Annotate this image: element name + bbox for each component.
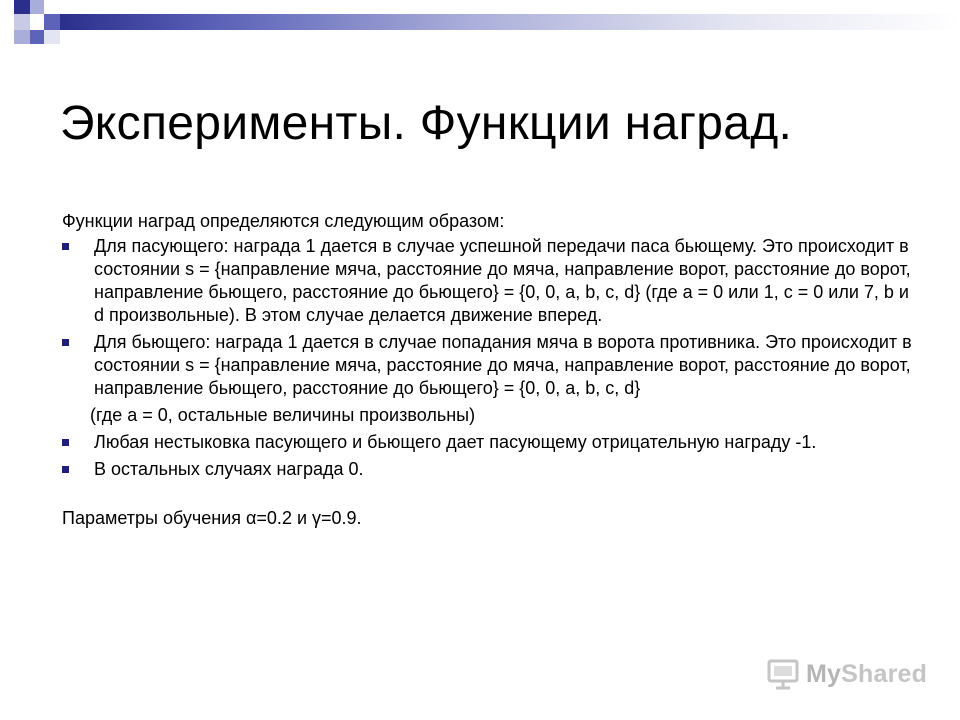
watermark-text bbox=[806, 660, 927, 689]
presentation-board-icon bbox=[766, 657, 800, 691]
params-text: Параметры обучения α=0.2 и γ=0.9. bbox=[62, 508, 362, 528]
deco-square-light bbox=[30, 0, 44, 14]
list-item bbox=[62, 235, 912, 327]
bullet-square-icon bbox=[62, 243, 69, 250]
bullet-text: Любая нестыковка пасующего и бьющего дает пасующему отрицательную награду -1. bbox=[94, 432, 817, 452]
deco-square-light bbox=[14, 30, 30, 44]
bullet-list bbox=[62, 235, 912, 400]
intro-text: Функции наград определяются следующим образом: bbox=[62, 211, 505, 231]
watermark bbox=[766, 654, 927, 694]
bullet-text: В остальных случаях награда 0. bbox=[94, 459, 364, 479]
deco-square-dark bbox=[0, 14, 14, 30]
watermark-prefix: My bbox=[806, 659, 842, 688]
bullet-list bbox=[62, 431, 912, 481]
list-item bbox=[62, 458, 912, 481]
slide-body bbox=[62, 210, 912, 530]
slide-decoration bbox=[0, 0, 960, 60]
deco-square-dark bbox=[44, 30, 60, 44]
bullet-text: Для пасующего: награда 1 дается в случае успешной передачи паса бьющему. Это происходит в состоянии s = {направление мяча, расстояние до мяча, направление ворот, расстояние до ворот, направление бьющего, расстояние до бьющего} = {0, 0, a, b, c, d} (где a = 0 или 1, c = 0 или 7, b и d произвольные). В этом случае делается движение вперед. bbox=[94, 236, 911, 325]
deco-square-mid bbox=[30, 30, 44, 44]
deco-gradient-bar bbox=[60, 14, 960, 30]
bullet-square-icon bbox=[62, 466, 69, 473]
note-text: (где a = 0, остальные величины произвольны) bbox=[90, 405, 476, 425]
deco-square-dark bbox=[14, 0, 30, 14]
bullet-text: Для бьющего: награда 1 дается в случае попадания мяча в ворота противника. Это происходит в состоянии s = {направление мяча, расстояние до мяча, направление ворот, расстояние до ворот, направление бьющего, расстояние до бьющего} = {0, 0, a, b, c, d} bbox=[94, 332, 912, 398]
list-item bbox=[62, 331, 912, 400]
bullet-square-icon bbox=[62, 439, 69, 446]
bullet-square-icon bbox=[62, 339, 69, 346]
deco-square-mid bbox=[44, 14, 60, 30]
list-item bbox=[62, 431, 912, 454]
deco-square-light bbox=[14, 14, 30, 30]
slide-title: Эксперименты. Функции наград. bbox=[60, 97, 793, 150]
watermark-suffix: Shared bbox=[841, 659, 928, 688]
